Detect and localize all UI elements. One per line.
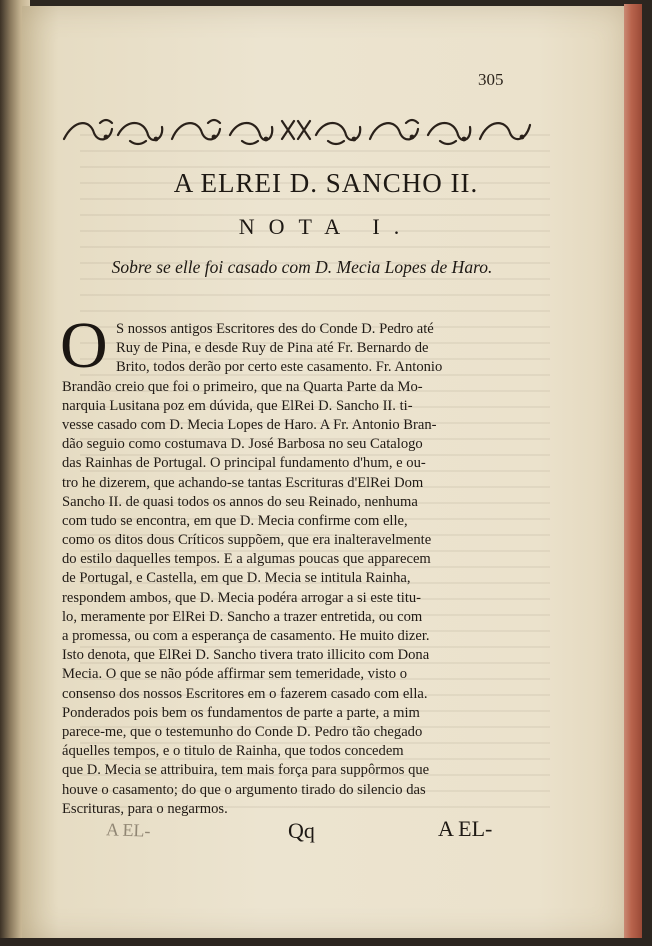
body-line: como os ditos dous Críticos suppõem, que era inalteravelmente: [62, 532, 432, 549]
body-line: que D. Mecia se attribuira, tem mais força para suppôrmos que: [62, 762, 430, 779]
body-line: Ruy de Pina, e desde Ruy de Pina até Fr. Bernardo de: [116, 340, 429, 357]
body-line: Mecia. O que se não póde affirmar sem temeridade, visto o: [62, 666, 407, 683]
body-line: de Portugal, e Castella, em que D. Mecia se intitula Rainha,: [62, 570, 411, 587]
body-line: vesse casado com D. Mecia Lopes de Haro. A Fr. Antonio Bran-: [62, 416, 437, 433]
chapter-title: A ELREI D. SANCHO II.: [173, 168, 479, 198]
drop-cap: O: [60, 309, 108, 382]
scan-bottom-border: [0, 938, 652, 946]
body-line: parece-me, que o testemunho do Conde D. Pedro tão chegado: [62, 723, 423, 740]
bleed-through-catchword: A EL-: [105, 819, 151, 841]
body-line: lo, meramente por ElRei D. Sancho a trazer entretida, ou com: [62, 608, 423, 625]
body-text: [62, 320, 534, 819]
body-line: S nossos antigos Escritores des do Conde D. Pedro até: [116, 321, 434, 337]
body-line: com tudo se encontra, em que D. Mecia confirme com elle,: [62, 512, 408, 529]
body-line: dão seguio como costumava D. José Barbosa no seu Catalogo: [62, 436, 423, 453]
body-line: respondem ambos, que D. Mecia podéra arrogar a si este titu-: [62, 589, 422, 606]
body-line: áquelles tempos, e o titulo de Rainha, que todos concedem: [62, 743, 404, 760]
body-line: Sancho II. de quasi todos os annos do seu Reinado, nenhuma: [62, 493, 418, 510]
body-line: houve o casamento; do que o argumento tirado do silencio das: [62, 781, 426, 798]
body-line: Isto denota, que ElRei D. Sancho tivera trato illicito com Dona: [62, 647, 430, 664]
body-line: tro he dizerem, que achando-se tantas Escrituras d'ElRei Dom: [62, 474, 424, 491]
body-line: Brandão creio que foi o primeiro, que na Quarta Parte da Mo-: [62, 378, 423, 395]
red-page-edge: [624, 4, 642, 940]
body-line: das Rainhas de Portugal. O principal fundamento d'hum, e ou-: [62, 455, 426, 472]
body-line: consenso dos nossos Escritores em o fazerem casado com ella.: [62, 685, 428, 702]
section-subtitle: Sobre se elle foi casado com D. Mecia Lopes de Haro.: [111, 257, 493, 277]
body-line: Escrituras, para o negarmos.: [62, 800, 228, 817]
section-heading: NOTA I.: [238, 214, 414, 239]
catchword: A EL-: [438, 816, 493, 841]
body-line: do estilo daquelles tempos. E a algumas poucas que apparecem: [62, 551, 431, 568]
signature-mark: Qq: [288, 818, 315, 843]
ornamental-border: [60, 113, 536, 147]
body-line: narquia Lusitana poz em dúvida, que ElRei D. Sancho II. ti-: [62, 397, 413, 414]
body-line: Ponderados pois bem os fundamentos de parte a parte, a mim: [62, 704, 420, 721]
page-number: 305: [478, 70, 504, 89]
body-line: a promessa, ou com a esperança de casamento. He muito dizer.: [62, 628, 430, 644]
body-line: Brito, todos derão por certo este casamento. Fr. Antonio: [116, 359, 443, 376]
